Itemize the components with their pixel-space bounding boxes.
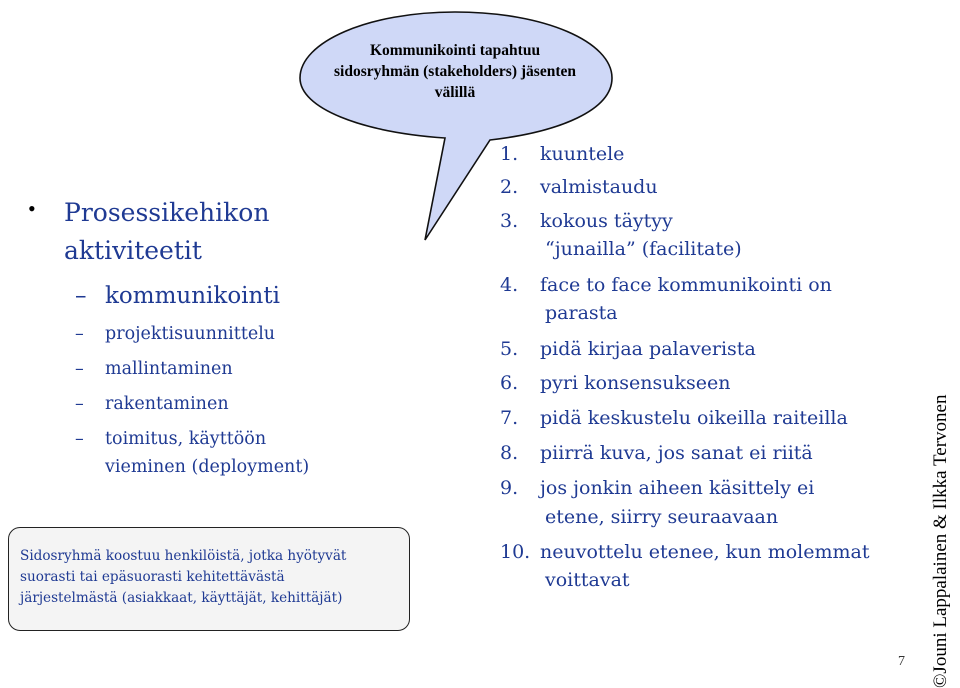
main-heading xyxy=(64,194,324,270)
stakeholder-line-1: Sidosryhmä koostuu henkilöistä, jotka hyötyvät xyxy=(20,548,347,564)
sub-item-label: mallintaminen xyxy=(105,359,233,379)
list-text: valmistaudu xyxy=(540,176,658,198)
dash-marker: – xyxy=(75,394,84,414)
list-number: 6. xyxy=(500,372,519,394)
main-heading-line-1: Prosessikehikon xyxy=(64,198,270,227)
sub-item-label: vieminen (deployment) xyxy=(105,457,310,477)
list-text: parasta xyxy=(545,302,618,324)
sub-item-label: projektisuunnittelu xyxy=(105,324,276,344)
list-text: kuuntele xyxy=(540,143,625,165)
bubble-line-1: Kommunikointi tapahtuu xyxy=(369,42,541,59)
list-number: 1. xyxy=(500,143,519,165)
copyright-text: ©Jouni Lappalainen & Ilkka Tervonen xyxy=(930,394,951,688)
bubble-line-2: sidosryhmän (stakeholders) jäsenten xyxy=(334,63,576,80)
list-text: piirrä kuva, jos sanat ei riitä xyxy=(540,442,813,464)
list-text: pyri konsensukseen xyxy=(540,372,731,394)
list-number: 8. xyxy=(500,442,519,464)
list-text: jos jonkin aiheen käsittely ei xyxy=(540,477,815,499)
stakeholder-text xyxy=(20,546,410,609)
list-number: 3. xyxy=(500,210,519,232)
list-number: 10. xyxy=(500,541,531,563)
list-number: 7. xyxy=(500,407,519,429)
dash-marker: – xyxy=(75,324,84,344)
stakeholder-line-2: suorasti tai epäsuorasti kehitettävästä xyxy=(20,569,285,585)
sub-item-label: toimitus, käyttöön xyxy=(105,429,267,449)
list-number: 4. xyxy=(500,274,519,296)
list-text: face to face kommunikointi on xyxy=(540,274,832,296)
list-number: 5. xyxy=(500,338,519,360)
sub-item-label: rakentaminen xyxy=(105,394,229,414)
bubble-text xyxy=(300,40,610,103)
sub-item-label: kommunikointi xyxy=(105,283,280,309)
list-text: pidä keskustelu oikeilla raiteilla xyxy=(540,407,848,429)
list-text: pidä kirjaa palaverista xyxy=(540,338,756,360)
main-heading-line-2: aktiviteetit xyxy=(64,236,202,265)
stakeholder-line-3: järjestelmästä (asiakkaat, käyttäjät, kehittäjät) xyxy=(20,590,343,606)
dash-marker: – xyxy=(75,429,84,449)
bubble-line-3: välillä xyxy=(434,84,476,101)
dash-marker: – xyxy=(75,359,84,379)
list-text: voittavat xyxy=(545,569,630,591)
list-text: kokous täytyy xyxy=(540,210,673,232)
list-text: “junailla” (facilitate) xyxy=(545,238,742,260)
list-number: 2. xyxy=(500,176,519,198)
page-number: 7 xyxy=(898,654,905,669)
dash-marker: – xyxy=(75,283,87,309)
list-number: 9. xyxy=(500,477,519,499)
bullet-marker: • xyxy=(28,196,36,221)
list-text: neuvottelu etenee, kun molemmat xyxy=(540,541,870,563)
list-text: etene, siirry seuraavaan xyxy=(545,506,779,528)
